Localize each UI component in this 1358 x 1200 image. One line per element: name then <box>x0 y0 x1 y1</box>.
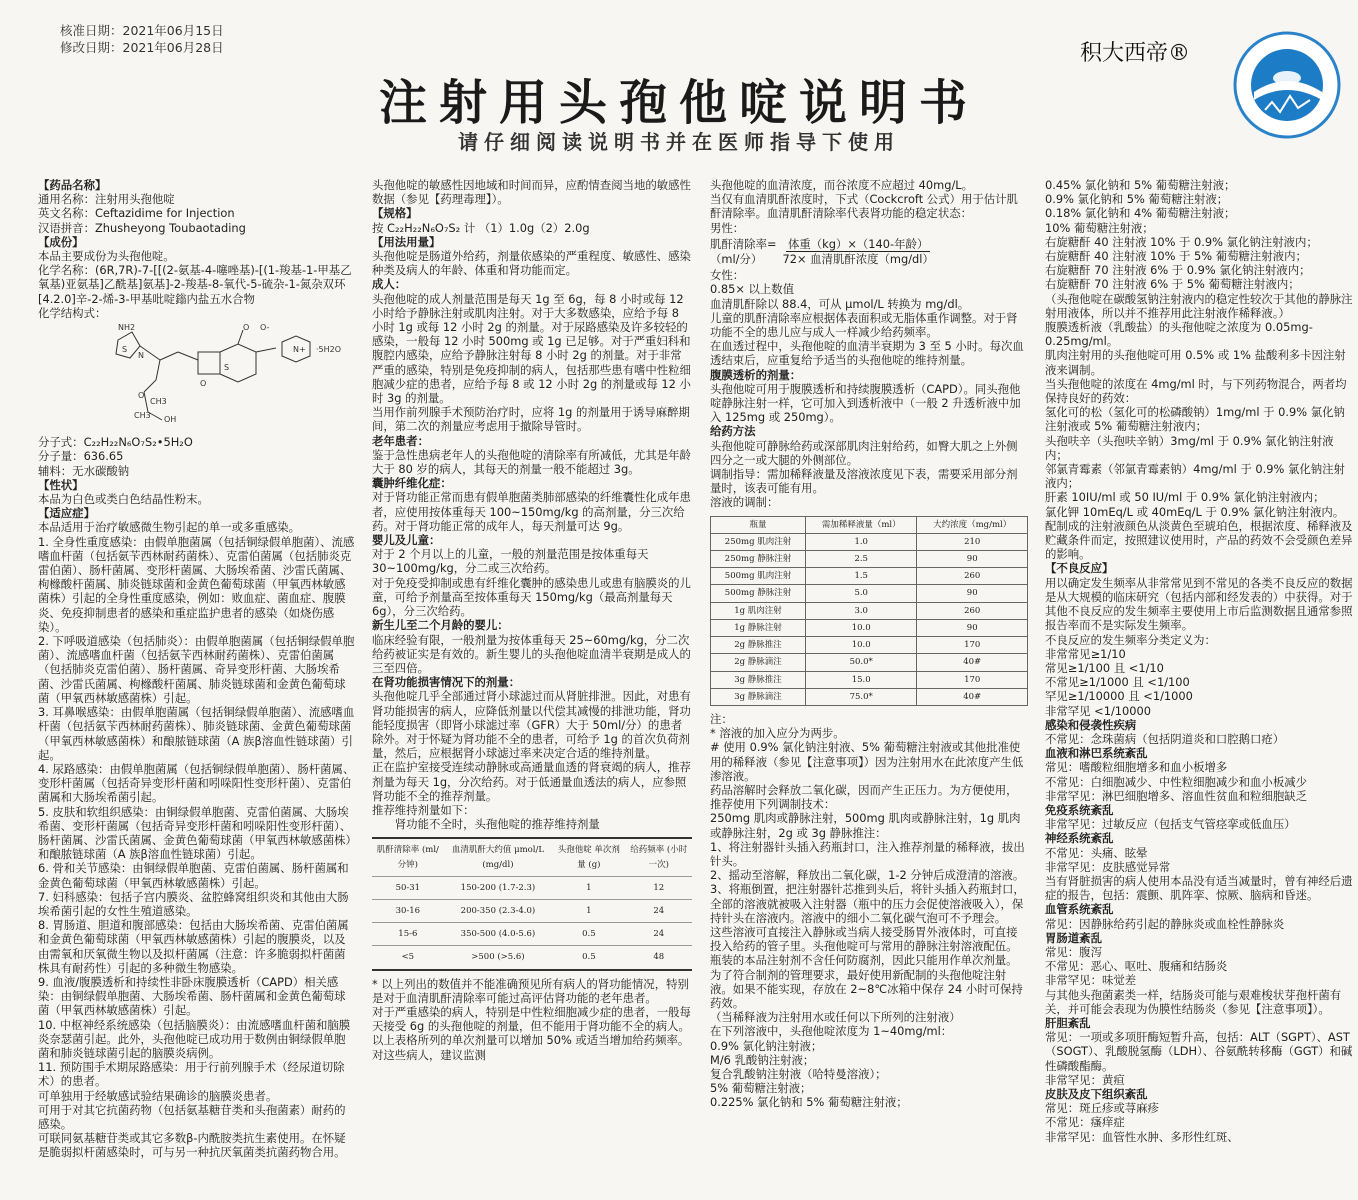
paragraph: 0.9% 氯化钠和 5% 葡萄糖注射液； <box>1045 192 1229 207</box>
paragraph: 5% 葡萄糖注射液； <box>710 1081 812 1096</box>
paragraph: 在血透过程中，头孢他啶的血清半衰期为 3 至 5 小时。每次血透结束后，应重复给予适当的头孢他啶的维持剂量。 <box>710 339 1024 368</box>
table-cell: 1.5 <box>806 568 917 585</box>
section-heading: 胃肠道紊乱 <box>1045 930 1102 945</box>
paragraph: 不常见：头痛、眩晕 <box>1045 845 1148 860</box>
section-heading: 感染和侵袭性疾病 <box>1045 717 1137 732</box>
paragraph: M/6 乳酸钠注射液； <box>710 1052 815 1067</box>
paragraph: 用以确定发生频率从非常常见到不常见的各类不良反应的数据是从大规模的临床研究（包括内部和经发表的）中获得。对于其他不良反应的发生频率主要使用上市后监测数据且通常参照报告率而不是实际发生频率。 <box>1045 575 1353 633</box>
table-header-cell: 大约浓度（mg/ml） <box>917 516 1028 533</box>
column-4 <box>1045 178 1353 1144</box>
table-header-cell: 给药频率 (小时一次) <box>625 838 692 876</box>
section-heading: 【适应症】 <box>38 506 95 521</box>
paragraph: 化学名称：(6R,7R)-7-[[(2-氨基-4-噻唑基)-[(1-羧基-1-甲基乙氧基)亚氨基]乙酰基]氨基]-2-羧基-8-氧代-5-硫杂-1-氮杂双环[4.2.0]辛-2-烯-3-甲基吡啶鎓内盐五水合物 <box>38 263 352 306</box>
paragraph: 头孢呋辛（头孢呋辛钠）3mg/ml 于 0.9% 氯化钠注射液内； <box>1045 433 1334 462</box>
section-heading: 新生儿至二个月龄的婴儿： <box>372 618 509 633</box>
paragraph: 按 C₂₂H₂₂N₆O₇S₂ 计 （1）1.0g（2）2.0g <box>372 220 590 235</box>
paragraph: 3. 耳鼻喉感染：由假单胞菌属（包括铜绿假单胞菌）、流感嗜血杆菌（包括氨苄西林耐药菌株）、肺炎链球菌、金黄色葡萄球菌（甲氧西林敏感菌株）和酿脓链球菌（A 族β溶血性链球菌）引起。 <box>38 705 355 762</box>
table-row <box>711 654 1028 671</box>
table-row <box>711 671 1028 688</box>
paragraph: 非常罕见：过敏反应（包括支气管痉挛或低血压） <box>1045 817 1296 832</box>
paragraph: 不常见：念珠菌病（包括阴道炎和口腔鹅口疮） <box>1045 731 1285 746</box>
table-cell: 1 <box>552 899 625 922</box>
section-heading: 免疫系统紊乱 <box>1045 802 1114 817</box>
table-row <box>711 533 1028 550</box>
table-cell: 48 <box>625 946 692 970</box>
paragraph: 0.225% 氯化钠和 5% 葡萄糖注射液； <box>710 1095 908 1110</box>
paragraph: 氢化可的松（氢化可的松磷酸钠）1mg/ml 于 0.9% 氯化钠注射液或 5% 葡萄糖注射液内； <box>1045 405 1345 434</box>
table-cell: 24 <box>625 923 692 946</box>
table-cell: 1 <box>552 876 625 899</box>
paragraph: 辅料：无水碳酸钠 <box>38 463 130 478</box>
paragraph: * 溶液的加入应分为两步。 <box>710 726 845 741</box>
svg-text:NH2: NH2 <box>118 323 136 333</box>
formula-lhs: 肌酐清除率= <box>710 237 777 252</box>
table-cell: 2.5 <box>806 551 917 568</box>
paragraph: 不良反应的发生频率分类定义为： <box>1045 632 1216 647</box>
paragraph: 临床经验有限，一般剂量为按体重每天 25~60mg/kg，分二次给药被证实是有效的。新生婴儿的头孢他啶血清半衰期是成人的三至四倍。 <box>372 632 691 675</box>
section-heading: 在肾功能损害情况下的剂量： <box>372 675 521 690</box>
table-cell: 500mg 静脉注射 <box>711 585 806 602</box>
paragraph: 非常常见≥1/10 <box>1045 646 1126 661</box>
table-cell: 210 <box>917 533 1028 550</box>
paragraph: 与其他头孢菌素类一样，结肠炎可能与艰难梭状芽孢杆菌有关，并可能会表现为伪膜性结肠炎（参见【注意事项】）。 <box>1045 987 1342 1016</box>
paragraph: 儿童的肌酐清除率应根据体表面积或无脂体重作调整。对于肾功能不全的患儿应与成人一样减少给药频率。 <box>710 310 1018 340</box>
table-cell: 10.0 <box>806 637 917 654</box>
section-heading: 血管系统紊乱 <box>1045 902 1114 917</box>
paragraph: 当有肾脏损害的病人使用本品没有适当减量时，曾有神经后遗症的报告，包括：震颤、肌阵挛、惊厥、脑病和昏迷。 <box>1045 873 1353 903</box>
table-cell: 5.0 <box>806 585 917 602</box>
paragraph: 可用于对其它抗菌药物（包括氨基糖苷类和头孢菌素）耐药的感染。 <box>38 1102 346 1131</box>
paragraph: 可单独用于经敏感试验结果确诊的脑膜炎患者。 <box>38 1088 278 1103</box>
table-cell: 2g 静脉滴注 <box>711 654 806 671</box>
section-heading: 老年患者： <box>372 433 429 448</box>
table-cell: 40# <box>917 654 1028 671</box>
paragraph: 英文名称：Ceftazidime for Injection <box>38 206 235 221</box>
paragraph: 在下列溶液中，头孢他啶浓度为 1~40mg/ml： <box>710 1024 953 1039</box>
table-row <box>372 923 692 946</box>
paragraph: 250mg 肌肉或静脉注射，500mg 肌肉或静脉注射，1g 肌肉或静脉注射，2g 或 3g 静脉推注： <box>710 811 1021 840</box>
table-cell: 3g 静脉滴注 <box>711 688 806 705</box>
column-1 <box>38 178 356 1160</box>
table-row <box>711 688 1028 705</box>
table-cell: 15-6 <box>372 923 444 946</box>
paragraph: 8. 胃肠道、胆道和腹部感染：包括由大肠埃希菌、克雷伯菌属和金黄色葡萄球菌（甲氧西林敏感菌株）引起的腹膜炎，以及由需氧和厌氧微生物以及拟杆菌属（注意：许多脆弱拟杆菌菌株具有耐药性）引起的多种微生物感染。 <box>38 918 349 975</box>
paragraph: 当用作前列腺手术预防治疗时，应将 1g 的剂量用于诱导麻醉期间，第二次的剂量应考虑用于撤除导管时。 <box>372 405 690 434</box>
table-header-cell: 肌酐清除率 (ml/分钟) <box>372 838 444 876</box>
paragraph: 正在监护室接受连续动静脉或高通量血透的肾衰竭的病人，推荐剂量为每天 1g，分次给药。对于低通量血透法的病人，应参照肾功能不全的推荐剂量。 <box>372 760 691 803</box>
table-cell: 0.5 <box>552 946 625 970</box>
table-cell: 3g 静脉推注 <box>711 671 806 688</box>
paragraph: 分子量：636.65 <box>38 449 124 464</box>
cockcroft-formula <box>710 237 1028 266</box>
paragraph: 鉴于急性患病老年人的头孢他啶的清除率有所减低，尤其是年龄大于 80 岁的病人，其每天的剂量一般不能超过 3g。 <box>372 447 691 477</box>
paragraph: 本品适用于治疗敏感微生物引起的单一或多重感染。 <box>38 520 300 535</box>
paragraph: 罕见≥1/10000 且 <1/1000 <box>1045 689 1193 704</box>
paragraph: 常见：斑丘疹或荨麻疹 <box>1045 1101 1159 1116</box>
paragraph: 不常见：恶心、呕吐、腹痛和结肠炎 <box>1045 959 1228 974</box>
paragraph: 常见：腹泻 <box>1045 944 1102 959</box>
section-heading: 【规格】 <box>372 206 418 221</box>
table-cell: 50.0* <box>806 654 917 671</box>
section-heading: 婴儿及儿童： <box>372 533 441 548</box>
paragraph: 男性： <box>710 220 745 235</box>
paragraph: 当仅有血清肌酐浓度时，下式（Cockcroft 公式）用于估计肌酐清除率。血清肌酐清除率代表肾功能的稳定状态： <box>710 192 1018 221</box>
paragraph: 不常见≥1/1000 且 <1/100 <box>1045 675 1190 690</box>
paragraph: 10. 中枢神经系统感染（包括脑膜炎）：由流感嗜血杆菌和脑膜炎奈瑟菌引起。此外，头孢他啶已成功用于数例由铜绿假单胞菌和肺炎链球菌引起的脑膜炎病例。 <box>38 1017 351 1060</box>
svg-text:S: S <box>224 363 230 373</box>
paragraph: 常见≥1/100 且 <1/10 <box>1045 660 1164 675</box>
paragraph: 1、将注射器针头插入药瓶封口，注入推荐剂量的稀释液，拔出针头。 <box>710 839 1025 868</box>
section-heading: 成人： <box>372 277 407 292</box>
paragraph: 腹膜透析液（乳酸盐）的头孢他啶之浓度为 0.05mg-0.25mg/ml。 <box>1045 320 1313 349</box>
svg-text:CH3: CH3 <box>134 411 151 421</box>
paragraph: 头孢他啶可静脉给药或深部肌肉注射给药，如臀大肌之上外侧四分之一或大腿的外侧部位。 <box>710 438 1018 467</box>
table-row <box>372 946 692 970</box>
table-cell: 1g 肌肉注射 <box>711 602 806 619</box>
paragraph: 6. 骨和关节感染：由铜绿假单胞菌、克雷伯菌属、肠杆菌属和金黄色葡萄球菌（甲氧西林敏感菌株）引起。 <box>38 861 349 890</box>
paragraph: 头孢他啶的成人剂量范围是每天 1g 至 6g，每 8 小时或每 12 小时给予静脉注射或肌肉注射。对于大多数感染，应给予每 8 小时 1g 或每 12 小时 2g 的剂量。对于尿路感染及许多较轻的感染，一般每 12 小时 500mg 或 1g 已足够。对于严重妇科和腹腔内感染，应给予静脉注射每 8 小时 2g 的剂量。对于非常严重的感染，特别是免疫抑制的病人，包括那些患有嗜中性粒细胞减少症的患者，应给予每 8 或 12 小时 2g 的剂量或每 12 小时 3g 的剂量。 <box>372 291 691 406</box>
svg-text:·5H2O: ·5H2O <box>316 345 342 355</box>
paragraph: 右旋糖酐 70 注射液 6% 于 5% 葡萄糖注射液内； <box>1045 277 1300 292</box>
paragraph: 头孢他啶几乎全部通过肾小球滤过而从肾脏排泄。因此，对患有肾功能损害的病人，应降低剂量以代偿其减慢的排泄功能，肾功能轻度损害（即肾小球滤过率（GFR）大于 50ml/分）的患者除外。对于怀疑为肾功能不全的患者，可给予 1g 的首次负荷剂量，然后，应根据肾小球滤过率来决定合适的维持剂量。 <box>372 689 691 761</box>
table-row <box>711 602 1028 619</box>
table-cell: 40# <box>917 688 1028 705</box>
preparation-table <box>710 516 1028 706</box>
brand-name: 积大西帝® <box>1080 41 1191 66</box>
table-header-row <box>372 838 692 876</box>
svg-text:N: N <box>138 351 144 361</box>
table-cell: 350-500 (4.0-5.6) <box>444 923 553 946</box>
table-cell: 250mg 静脉注射 <box>711 551 806 568</box>
approval-date: 核准日期：2021年06月15日 <box>60 23 224 38</box>
paragraph: 配制成的注射液颜色从淡黄色至琥珀色，根据浓度、稀释液及贮藏条件而定，按照建议使用时，产品的药效不会受颜色差异的影响。 <box>1045 518 1353 562</box>
table-cell: 90 <box>917 619 1028 636</box>
dates-block <box>60 22 224 56</box>
table-cell: >500 (>5.6) <box>444 946 553 970</box>
table-header-cell: 需加稀释液量（ml） <box>806 516 917 533</box>
paragraph: 对于 2 个月以上的儿童，一般的剂量范围是按体重每天 30~100mg/kg，分二或三次给药。 <box>372 547 649 576</box>
paragraph: 肾功能不全时，头孢他啶的推荐维持剂量 <box>372 817 600 832</box>
paragraph: 对于免疫受抑制或患有纤维化囊肿的感染患儿或患有脑膜炎的儿童，可给予剂量高至按体重每天 150mg/kg（最高剂量每天 6g），分三次给药。 <box>372 575 691 619</box>
svg-text:O: O <box>138 391 145 401</box>
column-2 <box>372 178 692 1062</box>
table-header-cell: 血清肌酐大约值 μmol/L (mg/dl) <box>444 838 553 876</box>
paragraph: 氯化钾 10mEq/L 或 40mEq/L 于 0.9% 氯化钠注射液内。 <box>1045 504 1345 519</box>
table-row <box>711 551 1028 568</box>
paragraph: 0.45% 氯化钠和 5% 葡萄糖注射液； <box>1045 178 1236 192</box>
formula-numerator: 体重（kg）×（140-年龄） <box>787 236 929 251</box>
paragraph: 右旋糖酐 40 注射液 10% 于 0.9% 氯化钠注射液内； <box>1045 234 1318 249</box>
revision-date: 修改日期：2021年06月28日 <box>60 40 224 55</box>
paragraph: 不常见：白细胞减少、中性粒细胞减少和血小板减少 <box>1045 774 1307 789</box>
paragraph: 这些溶液可直接注入静脉或当病人接受肠胃外液体时，可直接投入给药的管子里。头孢他啶可与常用的静脉注射溶液配伍。 <box>710 924 1018 954</box>
table-cell: 0.5 <box>552 923 625 946</box>
paragraph: 0.18% 氯化钠和 4% 葡萄糖注射液； <box>1045 206 1236 221</box>
paragraph: 本品主要成份为头孢他啶。 <box>38 249 175 264</box>
paragraph: 本品为白色或类白色结晶性粉末。 <box>38 492 209 507</box>
paragraph: 非常罕见：味觉差 <box>1045 973 1137 988</box>
section-heading: 囊肿纤维化症： <box>372 476 452 491</box>
paragraph: 汉语拼音：Zhusheyong Toubaotading <box>38 220 246 235</box>
page-title: 注射用头孢他啶说明书 <box>378 75 979 131</box>
paragraph: 右旋糖酐 40 注射液 10% 于 5% 葡萄糖注射液内； <box>1045 249 1307 264</box>
section-heading: 神经系统紊乱 <box>1045 831 1114 846</box>
table-cell: 500mg 肌肉注射 <box>711 568 806 585</box>
table-row <box>711 619 1028 636</box>
paragraph: 非常罕见：皮肤感觉异常 <box>1045 859 1171 874</box>
paragraph: * 以上列出的数值并不能准确预见所有病人的肾功能情况，特别是对于血清肌酐清除率可能过高评估肾功能的老年患者。 <box>372 976 689 1005</box>
table-cell: 2g 静脉推注 <box>711 637 806 654</box>
paragraph: 非常罕见：血管性水肿、多形性红斑、 <box>1045 1129 1239 1144</box>
paragraph: 常见：因静脉给药引起的静脉炎或血栓性静脉炎 <box>1045 916 1285 931</box>
paragraph: 11. 预防围手术期尿路感染：用于行前列腺手术（经尿道切除术）的患者。 <box>38 1060 345 1089</box>
paragraph: 不常见：瘙痒症 <box>1045 1115 1125 1130</box>
svg-text:CH3: CH3 <box>150 397 167 407</box>
formula-denominator: 72× 血清肌酐浓度（mg/dl） <box>782 252 934 267</box>
svg-text:OH: OH <box>164 415 177 425</box>
table-cell: 200-350 (2.3-4.0) <box>444 899 553 922</box>
paragraph: 2. 下呼吸道感染（包括肺炎）：由假单胞菌属（包括铜绿假单胞菌）、流感嗜血杆菌（包括氨苄西林耐药菌株）、克雷伯菌属（包括肺炎克雷伯菌）、肠杆菌属、奇异变形杆菌、大肠埃希菌、沙雷氏菌属、枸橼酸杆菌属、肺炎链球菌和金黄色葡萄球菌（甲氧西林敏感菌株）引起。 <box>38 634 355 705</box>
paragraph: 2、摇动至溶解，释放出二氧化碳，1-2 分钟后成澄清的溶液。 <box>710 868 1025 883</box>
section-heading: 【用法用量】 <box>372 234 441 249</box>
paragraph: 常见：一项或多项肝酶短暂升高，包括：ALT（SGPT）、AST（SOGT）、乳酸脱氢酶（LDH）、谷氨酰转移酶（GGT）和碱性磷酸酯酶。 <box>1045 1030 1353 1073</box>
paragraph: 4. 尿路感染：由假单胞菌属（包括铜绿假单胞菌）、肠杆菌属、变形杆菌属（包括奇异变形杆菌和吲哚阳性变形杆菌）、克雷伯菌属和大肠埃希菌引起。 <box>38 761 355 805</box>
chemical-structure-icon <box>38 322 342 430</box>
paragraph: 3、将瓶倒置，把注射器针芯推到头后，将针头插入药瓶封口，全部的溶液就被吸入注射器（瓶中的压力会促使溶液吸入），保持针头在溶液内。溶液中的细小二氧化碳气泡可不予理会。 <box>710 882 1025 925</box>
section-heading: 腹膜透析的剂量： <box>710 367 802 382</box>
paragraph: 为了符合制剂的管理要求，最好使用新配制的头孢他啶注射液。如果不能实现，存放在 2~8℃冰箱中保存 24 小时可保持药效。 <box>710 967 1023 1010</box>
paragraph: 复合乳酸钠注射液（哈特曼溶液）； <box>710 1066 887 1081</box>
paragraph: 头孢他啶可用于腹膜透析和持续腹膜透析（CAPD）。同头孢他啶静脉注射一样，它可加入到透析液中（一般 2 升透析液中加入 125mg 或 250mg）。 <box>710 381 1021 425</box>
table-cell: 12 <box>625 876 692 899</box>
paragraph: 女性： <box>710 268 745 283</box>
paragraph: 5. 皮肤和软组织感染：由铜绿假单胞菌、克雷伯菌属、大肠埃希菌、变形杆菌属（包括奇异变形杆菌和吲哚阳性变形杆菌）、肠杆菌属、沙雷氏菌属、金黄色葡萄球菌（甲氧西林敏感菌株）和酿脓链球菌（A 族β溶血性链球菌）引起。 <box>38 804 352 862</box>
svg-text:S: S <box>122 345 128 355</box>
paragraph: 10% 葡萄糖注射液； <box>1045 220 1154 235</box>
paragraph: 肝素 10IU/ml 或 50 IU/ml 于 0.9% 氯化钠注射液内； <box>1045 490 1325 505</box>
svg-text:N+: N+ <box>293 345 306 355</box>
svg-text:O: O <box>243 323 250 333</box>
section-heading: 血液和淋巴系统紊乱 <box>1045 746 1148 761</box>
paragraph: 邻氯青霉素（邻氯青霉素钠）4mg/ml 于 0.9% 氯化钠注射液内； <box>1045 462 1345 491</box>
paragraph: 溶液的调制： <box>710 495 779 510</box>
paragraph: 血清肌酐除以 88.4，可从 μmol/L 转换为 mg/dl。 <box>710 296 970 311</box>
paragraph: （头孢他啶在碳酸氢钠注射液内的稳定性较次于其他的静脉注射用液体，所以并不推荐用此注射液作稀释液。） <box>1045 291 1353 320</box>
svg-text:O: O <box>200 379 207 389</box>
paragraph: # 使用 0.9% 氯化钠注射液、5% 葡萄糖注射液或其他批准使用的稀释液（参见【注意事项】）因为注射用水在此浓度产生低渗溶液。 <box>710 740 1024 783</box>
paragraph: 肌肉注射用的头孢他啶可用 0.5% 或 1% 盐酸利多卡因注射液来调制。 <box>1045 348 1346 377</box>
table-cell: 170 <box>917 637 1028 654</box>
paragraph: 头孢他啶的敏感性因地域和时间而异，应酌情查阅当地的敏感性数据（参见【药理毒理】）。 <box>372 178 691 207</box>
section-heading: 肝胆紊乱 <box>1045 1015 1091 1030</box>
paragraph: （当稀释液为注射用水或任何以下所列的注射液） <box>710 1010 961 1025</box>
paragraph: 0.85× 以上数值 <box>710 282 795 297</box>
table-cell: 150-200 (1.7-2.3) <box>444 876 553 899</box>
table-cell: 260 <box>917 602 1028 619</box>
section-heading: 【不良反应】 <box>1045 561 1114 576</box>
formula-lhs-unit: （ml/分） <box>710 251 763 266</box>
paragraph: 推荐维持剂量如下： <box>372 802 475 817</box>
paragraph: 通用名称：注射用头孢他啶 <box>38 192 175 207</box>
table-cell: 3.0 <box>806 602 917 619</box>
section-heading: 皮肤及皮下组织紊乱 <box>1045 1087 1148 1101</box>
section-heading: 给药方法 <box>710 424 756 439</box>
paragraph: 对于严重感染的病人，特别是中性粒细胞减少症的患者，一般每天接受 6g 的头孢他啶的剂量，但不能用于肾功能不全的病人。以上表格所列的单次剂量可以增加 50% 或适当增加给药频率。对这些病人，建议监测 <box>372 1004 691 1062</box>
paragraph: 瓶装的本品注射剂不含任何防腐剂，因此只能用作单次剂量。 <box>710 953 1018 968</box>
table-cell: 260 <box>917 568 1028 585</box>
table-cell: 170 <box>917 671 1028 688</box>
table-cell: 50-31 <box>372 876 444 899</box>
section-heading: 【药品名称】 <box>38 178 107 192</box>
table-cell: 90 <box>917 551 1028 568</box>
section-heading: 【性状】 <box>38 477 84 492</box>
paragraph: 调制指导：需加稀释液量及溶液浓度见下表，需要采用部分剂量时，该表可能有用。 <box>710 467 1018 496</box>
table-cell: 15.0 <box>806 671 917 688</box>
table-row <box>372 899 692 922</box>
page-subtitle: 请仔细阅读说明书并在医师指导下使用 <box>458 130 900 154</box>
paragraph: 0.9% 氯化钠注射液； <box>710 1038 823 1053</box>
table-header-cell: 头孢他啶 单次剂量 (g) <box>552 838 625 876</box>
paragraph: 分子式：C₂₂H₂₂N₆O₇S₂•5H₂O <box>38 435 193 450</box>
paragraph: 药品溶解时会释放二氧化碳，因而产生正压力。为方便使用，推荐使用下列调制技术： <box>710 782 1018 812</box>
paragraph: 常见：嗜酸粒细胞增多和血小板增多 <box>1045 760 1228 775</box>
svg-text:O-: O- <box>260 323 270 333</box>
table-cell: 10.0 <box>806 619 917 636</box>
table-cell: 1.0 <box>806 533 917 550</box>
table-cell: 90 <box>917 585 1028 602</box>
paragraph: 1. 全身性重度感染：由假单胞菌属（包括铜绿假单胞菌）、流感嗜血杆菌（包括氨苄西林耐药菌株）、克雷伯菌属（包括肺炎克雷伯菌）、肠杆菌属、变形杆菌属、大肠埃希菌、沙雷氏菌属、枸橼酸杆菌属、肺炎链球菌和金黄色葡萄球菌（甲氧西林敏感菌株）引起的全身性重度感染，例如：败血症、菌血症、腹膜炎、免疫抑制患者的感染和重症监护患者的感染（如烧伤感染）。 <box>38 534 355 634</box>
table-cell: <5 <box>372 946 444 970</box>
paragraph: 当头孢他啶的浓度在 4mg/ml 时，与下列药物混合，两者均保持良好的药效： <box>1045 376 1347 406</box>
table-cell: 30-16 <box>372 899 444 922</box>
table-row <box>711 637 1028 654</box>
table-cell: 250mg 肌肉注射 <box>711 533 806 550</box>
table-header-row <box>711 516 1028 533</box>
paragraph: 头孢他啶是肠道外给药，剂量依感染的严重程度、敏感性、感染种类及病人的年龄、体重和肾功能而定。 <box>372 249 691 278</box>
paragraph: 9. 血液/腹膜透析和持续性非卧床腹膜透析（CAPD）相关感染：由铜绿假单胞菌、大肠埃希菌、肠杆菌属和金黄色葡萄球菌（甲氧西林敏感菌株）引起。 <box>38 974 346 1018</box>
paragraph: 可联同氨基糖苷类或其它多数β-内酰胺类抗生素使用。在怀疑是脆弱拟杆菌感染时，可与另一种抗厌氧菌类抗菌药物合用。 <box>38 1131 346 1160</box>
paragraph: 7. 妇科感染：包括子宫内膜炎、盆腔蜂窝组织炎和其他由大肠埃希菌引起的女性生殖道感染。 <box>38 889 349 918</box>
table-header-cell: 瓶量 <box>711 516 806 533</box>
paragraph: 非常罕见：黄疸 <box>1045 1072 1125 1087</box>
table-row <box>711 585 1028 602</box>
paragraph: 右旋糖酐 70 注射液 6% 于 0.9% 氯化钠注射液内； <box>1045 263 1311 278</box>
paragraph: 注： <box>710 711 733 726</box>
column-3 <box>710 178 1028 1110</box>
table-cell: 1g 静脉注射 <box>711 619 806 636</box>
paragraph: 非常罕见：淋巴细胞增多、溶血性贫血和粒细胞缺乏 <box>1045 788 1307 803</box>
paragraph: 非常罕见 <1/10000 <box>1045 703 1152 718</box>
renal-dose-table <box>372 837 692 970</box>
table-row <box>372 876 692 899</box>
section-heading: 【成份】 <box>38 234 84 249</box>
table-row <box>711 568 1028 585</box>
paragraph: 头孢他啶的血清浓度，而谷浓度不应超过 40mg/L。 <box>710 178 974 192</box>
table-cell: 24 <box>625 899 692 922</box>
table-cell: 75.0* <box>806 688 917 705</box>
paragraph: 化学结构式： <box>38 305 107 320</box>
paragraph: 对于肾功能正常而患有假单胞菌类肺部感染的纤维囊性化成年患者，应使用按体重每天 100~150mg/kg 的高剂量，分三次给药。对于肾功能正常的成年人，每天剂量可达 9g。 <box>372 490 691 533</box>
